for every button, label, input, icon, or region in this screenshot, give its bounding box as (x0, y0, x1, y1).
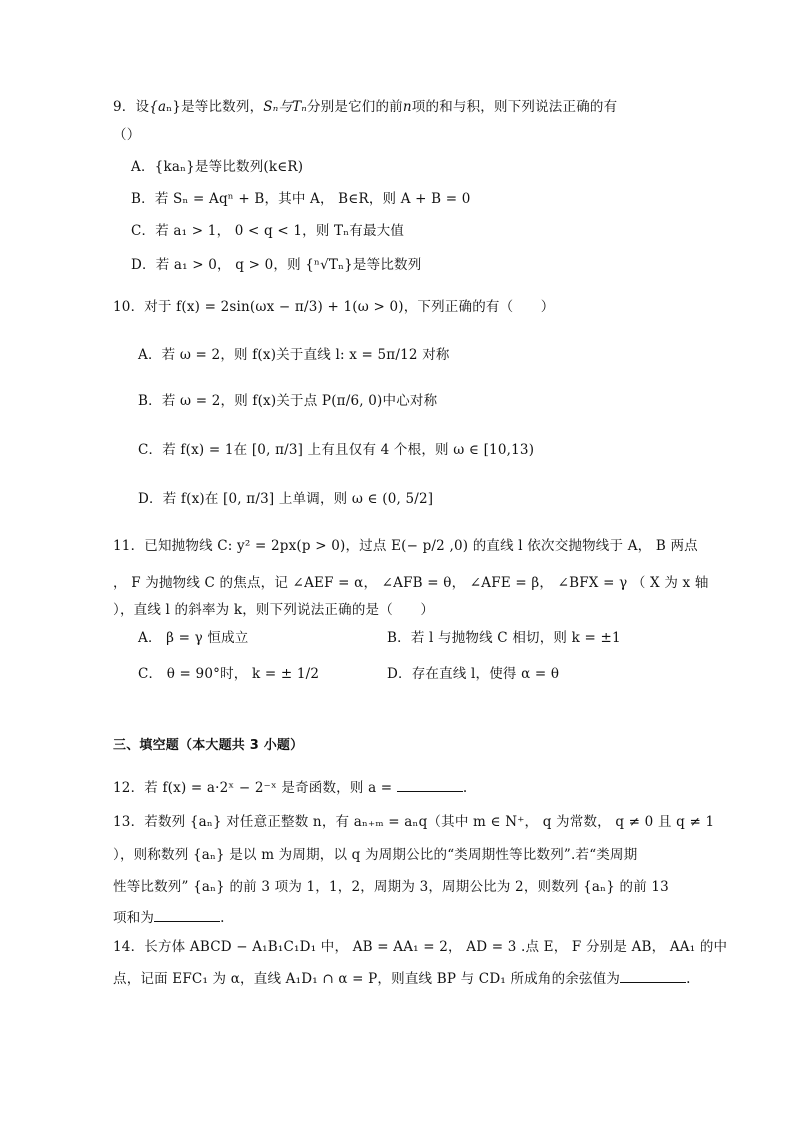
q9-stem-text2: ₙ}是等比数列， (166, 99, 264, 115)
q12-period: . (462, 780, 468, 796)
q9-paren: （） (113, 127, 141, 143)
q12-text: 12．若 f(x) = a·2ˣ − 2⁻ˣ 是奇函数，则 a = (113, 780, 393, 796)
q10-option-a: A．若 ω = 2，则 f(x)关于直线 l: x = 5π/12 对称 (138, 347, 450, 363)
q9-n: n (402, 99, 412, 115)
q12-answer-blank (397, 777, 463, 792)
q14-line2 (113, 968, 691, 989)
q9-seq: {a (149, 99, 167, 115)
q9-stem-text4: 项的和与积，则下列说法正确的有 (411, 99, 618, 115)
q13-period: . (220, 910, 225, 926)
q10-option-d: D．若 f(x)在 [0, π/3] 上单调，则 ω ∈ (0, 5/2] (138, 491, 434, 507)
q14-answer-blank (620, 968, 686, 983)
q10-option-b: B．若 ω = 2，则 f(x)关于点 P(π/6, 0)中心对称 (138, 393, 438, 409)
q13-line2: ），则称数列 {aₙ} 是以 m 为周期，以 q 为周期公比的“类周期性等比数列”.若“类周期 (113, 847, 638, 863)
q11-option-b: B．若 l 与抛物线 C 相切，则 k = ±1 (387, 630, 621, 646)
q9-sn-tn: Sₙ与Tₙ (263, 99, 307, 115)
q9-option-a: A．{kaₙ}是等比数列(k∈R) (131, 159, 304, 175)
q9-stem (113, 97, 617, 117)
q14-line1: 14．长方体 ABCD − A₁B₁C₁D₁ 中， AB = AA₁ = 2， AD = 3 .点 E， F 分别是 AB， AA₁ 的中 (113, 939, 728, 955)
q10-stem: 10．对于 f(x) = 2sin(ωx − π/3) + 1(ω > 0)，下列正确的有（ ） (113, 299, 555, 315)
q9-option-c: C．若 a₁ > 1， 0 < q < 1，则 Tₙ有最大值 (131, 223, 405, 239)
q9-option-b: B．若 Sₙ = Aqⁿ + B，其中 A， B∈R，则 A + B = 0 (131, 191, 471, 207)
q11-line3: ），直线 l 的斜率为 k，则下列说法正确的是（ ） (113, 602, 435, 618)
q13-line1: 13．若数列 {aₙ} 对任意正整数 n，有 aₙ₊ₘ = aₙq（其中 m ∈ N⁺， q 为常数， q ≠ 0 且 q ≠ 1 (113, 814, 715, 830)
q11-option-d: D．存在直线 l，使得 α = θ (387, 666, 560, 682)
q11-option-a: A． β = γ 恒成立 (138, 630, 249, 646)
q14-period: . (686, 971, 691, 987)
q11-line1: 11．已知抛物线 C: y² = 2px(p > 0)，过点 E(− p/2 ,0) 的直线 l 依次交抛物线于 A， B 两点 (113, 538, 698, 554)
q11-option-c: C． θ = 90°时， k = ± 1/2 (138, 666, 320, 682)
q10-option-c: C．若 f(x) = 1在 [0, π/3] 上有且仅有 4 个根，则 ω ∈ [10,13) (138, 442, 535, 458)
section-heading-fill-in: 三、填空题（本大题共 3 小题） (113, 738, 304, 753)
q13-line4 (113, 907, 225, 928)
q13-line3: 性等比数列” {aₙ} 的前 3 项为 1，1，2，周期为 3，周期公比为 2，则数列 {aₙ} 的前 13 (113, 879, 669, 895)
q13-text: 项和为 (113, 910, 155, 926)
q14-text: 点，记面 EFC₁ 为 α，直线 A₁D₁ ∩ α = P，则直线 BP 与 CD₁ 所成角的余弦值为 (113, 971, 621, 987)
q9-option-d: D．若 a₁ > 0， q > 0，则 {ⁿ√Tₙ}是等比数列 (131, 257, 422, 273)
q12 (113, 777, 467, 798)
q9-stem-text: 9．设 (113, 99, 150, 115)
q11-line2: ， F 为抛物线 C 的焦点，记 ∠AEF = α， ∠AFB = θ， ∠AFE = β， ∠BFX = γ （ X 为 x 轴 (113, 575, 709, 591)
q9-stem-text3: 分别是它们的前 (306, 99, 403, 115)
q13-answer-blank (154, 907, 220, 922)
